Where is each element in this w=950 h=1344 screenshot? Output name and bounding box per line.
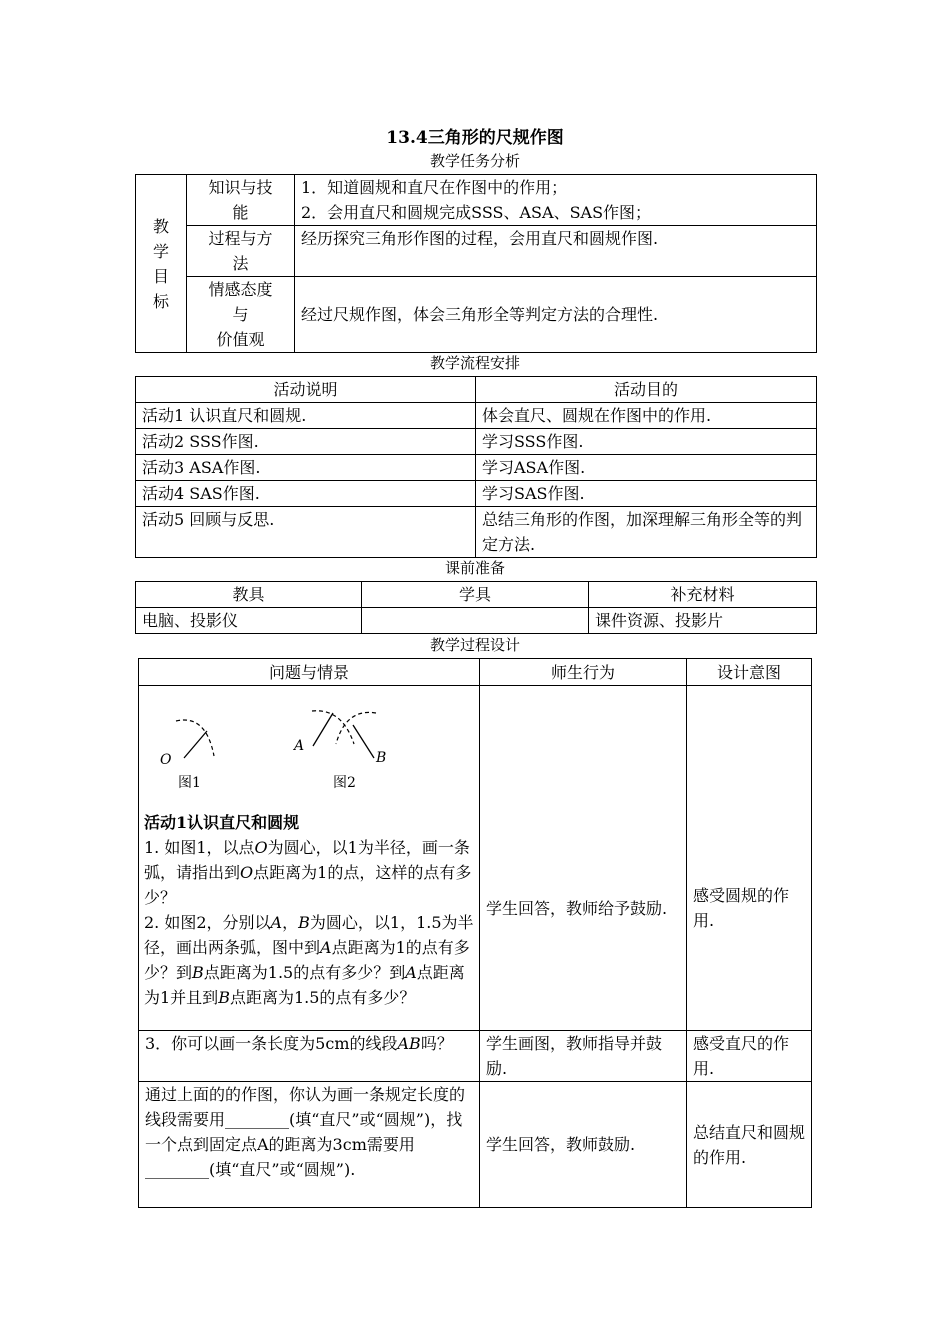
- fig2-arc-a: [312, 711, 354, 744]
- goal-label-knowledge: 知识与技 能: [187, 175, 295, 226]
- fig2-label-a: A: [294, 738, 305, 754]
- fig2-caption: 图2: [333, 775, 356, 791]
- activity1-title: 活动1认识直尺和圆规: [144, 813, 300, 832]
- question3-intent: 感受直尺的作用.: [687, 1031, 812, 1082]
- summary-action: 学生回答，教师鼓励.: [480, 1082, 687, 1208]
- flow-table: [135, 376, 817, 558]
- fig2-label-b: B: [376, 750, 387, 766]
- fig1-arc: [176, 720, 214, 756]
- question3-cell: 3．你可以画一条长度为5cm的线段AB吗？: [139, 1031, 480, 1082]
- flow-activity-4: 活动4 SAS作图.: [136, 481, 476, 507]
- goal-content-process: 经历探究三角形作图的过程，会用直尺和圆规作图.: [295, 226, 817, 277]
- preparation-table: [135, 581, 817, 634]
- fig1-caption: 图1: [178, 775, 201, 791]
- process-table: [138, 658, 812, 1208]
- process-header-action: 师生行为: [480, 659, 687, 686]
- activity1-question1: 1. 如图1，以点O为圆心，以1为半径，画一条弧，请指出到O点距离为1的点，这样的点有多少？: [144, 838, 472, 907]
- prep-student-aids: [362, 608, 589, 634]
- flow-activity-2: 活动2 SSS作图.: [136, 429, 476, 455]
- page-title: 13.4三角形的尺规作图: [386, 128, 564, 148]
- flow-purpose-3: 学习ASA作图.: [476, 455, 817, 481]
- prep-header-student-aids: 学具: [362, 582, 589, 608]
- activity1-question-cell: [139, 686, 480, 1031]
- prep-teaching-aids: 电脑、投影仪: [136, 608, 362, 634]
- goal-content-emotion: 经过尺规作图，体会三角形全等判定方法的合理性.: [295, 277, 817, 353]
- section-caption-task-analysis: 教学任务分析: [429, 152, 520, 170]
- section-caption-flow: 教学流程安排: [429, 354, 520, 372]
- summary-intent: 总结直尺和圆规的作用.: [687, 1082, 812, 1208]
- flow-purpose-2: 学习SSS作图.: [476, 429, 817, 455]
- flow-activity-3: 活动3 ASA作图.: [136, 455, 476, 481]
- section-caption-process: 教学过程设计: [429, 636, 520, 654]
- teaching-goal-header: 教学目标: [136, 175, 187, 353]
- prep-header-materials: 补充材料: [589, 582, 817, 608]
- fig2-line-b: [353, 725, 374, 758]
- goal-content-knowledge: 1．知道圆规和直尺在作图中的作用； 2．会用直尺和圆规完成SSS、ASA、SAS作图；: [295, 175, 817, 226]
- fig2-line-a: [313, 713, 333, 746]
- task-analysis-table: [135, 174, 817, 353]
- process-header-intent: 设计意图: [687, 659, 812, 686]
- prep-materials: 课件资源、投影片: [589, 608, 817, 634]
- flow-purpose-4: 学习SAS作图.: [476, 481, 817, 507]
- fig2-arc-b: [336, 712, 376, 744]
- flow-header-purpose: 活动目的: [476, 377, 817, 403]
- fig1-radius-line: [184, 731, 207, 758]
- flow-activity-5: 活动5 回顾与反思.: [136, 507, 476, 558]
- compass-figures: [144, 686, 474, 804]
- prep-header-teaching-aids: 教具: [136, 582, 362, 608]
- activity1-action: 学生回答，教师给予鼓励.: [480, 686, 687, 1031]
- process-header-question: 问题与情景: [139, 659, 480, 686]
- goal-label-emotion: 情感态度 与 价值观: [187, 277, 295, 353]
- summary-question-cell: 通过上面的的作图，你认为画一条规定长度的线段需要用________(填“直尺”或“圆规”)，找一个点到固定点A的距离为3cm需要用________(填“直尺”或“圆规”).: [139, 1082, 480, 1208]
- fig1-label-o: O: [160, 752, 172, 768]
- question3-action: 学生画图，教师指导并鼓励.: [480, 1031, 687, 1082]
- flow-activity-1: 活动1 认识直尺和圆规.: [136, 403, 476, 429]
- activity1-question2: 2. 如图2，分别以A，B为圆心，以1，1.5为半径，画出两条弧，图中到A点距离为1的点有多少？到B点距离为1.5的点有多少？到A点距离为1并且到B点距离为1.5的点有多少？: [144, 913, 474, 1007]
- flow-purpose-1: 体会直尺、圆规在作图中的作用.: [476, 403, 817, 429]
- goal-label-process: 过程与方 法: [187, 226, 295, 277]
- flow-purpose-5: 总结三角形的作图，加深理解三角形全等的判定方法.: [476, 507, 817, 558]
- activity1-intent: 感受圆规的作用.: [687, 686, 812, 1031]
- flow-header-activity: 活动说明: [136, 377, 476, 403]
- section-caption-preparation: 课前准备: [444, 559, 505, 577]
